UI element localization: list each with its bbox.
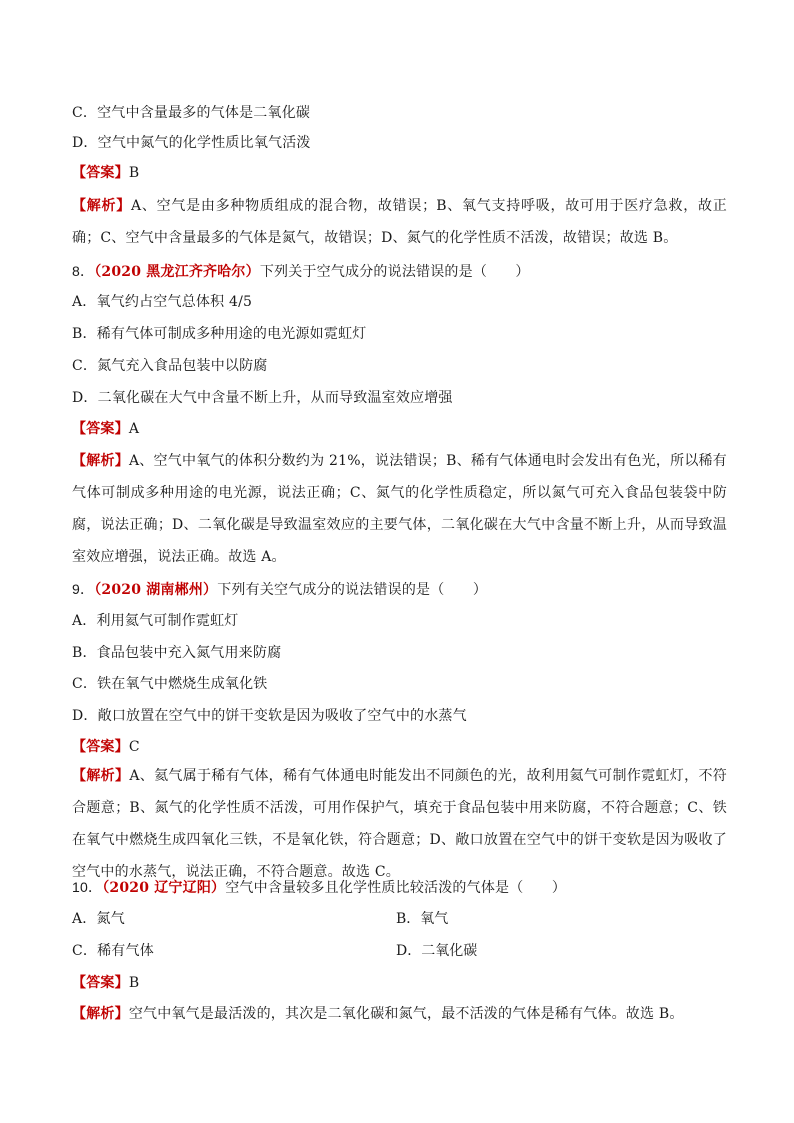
question-10-option-d: D．二氧化碳 (396, 943, 478, 959)
question-8-option-c: C．氮气充入食品包装中以防腐 (72, 358, 268, 374)
question-8-analysis (72, 445, 727, 573)
question-10-option-b: B．氧气 (396, 911, 449, 927)
answer-tag: 【答案】 (72, 739, 129, 755)
question-text: 空气中含量较多且化学性质比较活泼的气体是（ ） (225, 880, 567, 896)
question-9-option-b: B．食品包装中充入氮气用来防腐 (72, 645, 282, 661)
analysis-text: 空气中氧气是最活泼的，其次是二氧化碳和氮气，最不活泼的气体是稀有气体。故选 B。 (128, 1006, 684, 1022)
question-10-analysis (72, 998, 727, 1030)
question-9-option-d: D．敞口放置在空气中的饼干变软是因为吸收了空气中的水蒸气 (72, 708, 467, 724)
question-10-answer (72, 967, 732, 999)
analysis-tag: 【解析】 (72, 453, 129, 469)
prev-answer (72, 157, 732, 189)
question-text: 下列有关空气成分的说法错误的是（ ） (217, 582, 488, 598)
analysis-text: A、空气是由多种物质组成的混合物，故错误；B、氧气支持呼吸，故可用于医疗急救，故正确；C、空气中含量最多的气体是氮气，故错误；D、氮气的化学性质不活泼，故错误；故选 B。 (72, 198, 727, 246)
question-source: （2020 黑龙江齐齐哈尔） (94, 264, 260, 280)
prev-analysis (72, 190, 727, 254)
question-10-stem (72, 871, 732, 903)
answer-tag: 【答案】 (72, 975, 129, 991)
question-source: （2020 辽宁辽阳） (102, 880, 226, 896)
prev-option-c: C．空气中含量最多的气体是二氧化碳 (72, 105, 311, 121)
question-9-stem (72, 573, 732, 605)
answer-tag: 【答案】 (72, 165, 129, 181)
question-source: （2020 湖南郴州） (94, 582, 218, 598)
answer-value: A (128, 421, 140, 437)
analysis-tag: 【解析】 (72, 198, 131, 214)
question-10-option-c: C．稀有气体 (72, 943, 154, 959)
answer-value: B (128, 165, 140, 181)
question-9-option-a: A．利用氦气可制作霓虹灯 (72, 613, 239, 629)
answer-value: C (128, 739, 140, 755)
question-number: 8． (72, 263, 95, 279)
question-8-option-a: A．氧气约占空气总体积 4/5 (72, 294, 253, 310)
analysis-tag: 【解析】 (72, 1006, 129, 1022)
question-number: 9． (72, 581, 95, 597)
analysis-text: A、空气中氧气的体积分数约为 21%，说法错误；B、稀有气体通电时会发出有色光，所以稀有气体可制成多种用途的电光源，说法正确；C、氮气的化学性质稳定，所以氮气可充入食品包装袋中防腐，说法正确；D、二氧化碳是导致温室效应的主要气体，二氧化碳在大气中含量不断上升，从而导致温室效应增强，说法正确。故选 A。 (72, 453, 727, 565)
answer-tag: 【答案】 (72, 421, 129, 437)
prev-option-d: D．空气中氮气的化学性质比氧气活泼 (72, 135, 311, 151)
question-8-stem (72, 255, 732, 287)
question-text: 下列关于空气成分的说法错误的是（ ） (259, 264, 530, 280)
answer-value: B (128, 975, 140, 991)
analysis-tag: 【解析】 (72, 768, 130, 784)
question-10-option-a: A．氮气 (72, 911, 125, 927)
question-9-analysis (72, 760, 727, 888)
question-8-option-b: B．稀有气体可制成多种用途的电光源如霓虹灯 (72, 326, 367, 342)
analysis-text: A、氦气属于稀有气体，稀有气体通电时能发出不同颜色的光，故利用氦气可制作霓虹灯，不符合题意；B、氮气的化学性质不活泼，可用作保护气，填充于食品包装中用来防腐，不符合题意；C、铁在氧气中燃烧生成四氧化三铁，不是氧化铁，符合题意；D、敞口放置在空气中的饼干变软是因为吸收了空气中的水蒸气，说法正确，不符合题意。故选 C。 (72, 768, 727, 880)
question-number: 10． (72, 879, 103, 895)
question-9-option-c: C．铁在氧气中燃烧生成氧化铁 (72, 676, 268, 692)
question-9-answer (72, 731, 732, 763)
question-8-answer (72, 413, 732, 445)
question-8-option-d: D．二氧化碳在大气中含量不断上升，从而导致温室效应增强 (72, 390, 453, 406)
